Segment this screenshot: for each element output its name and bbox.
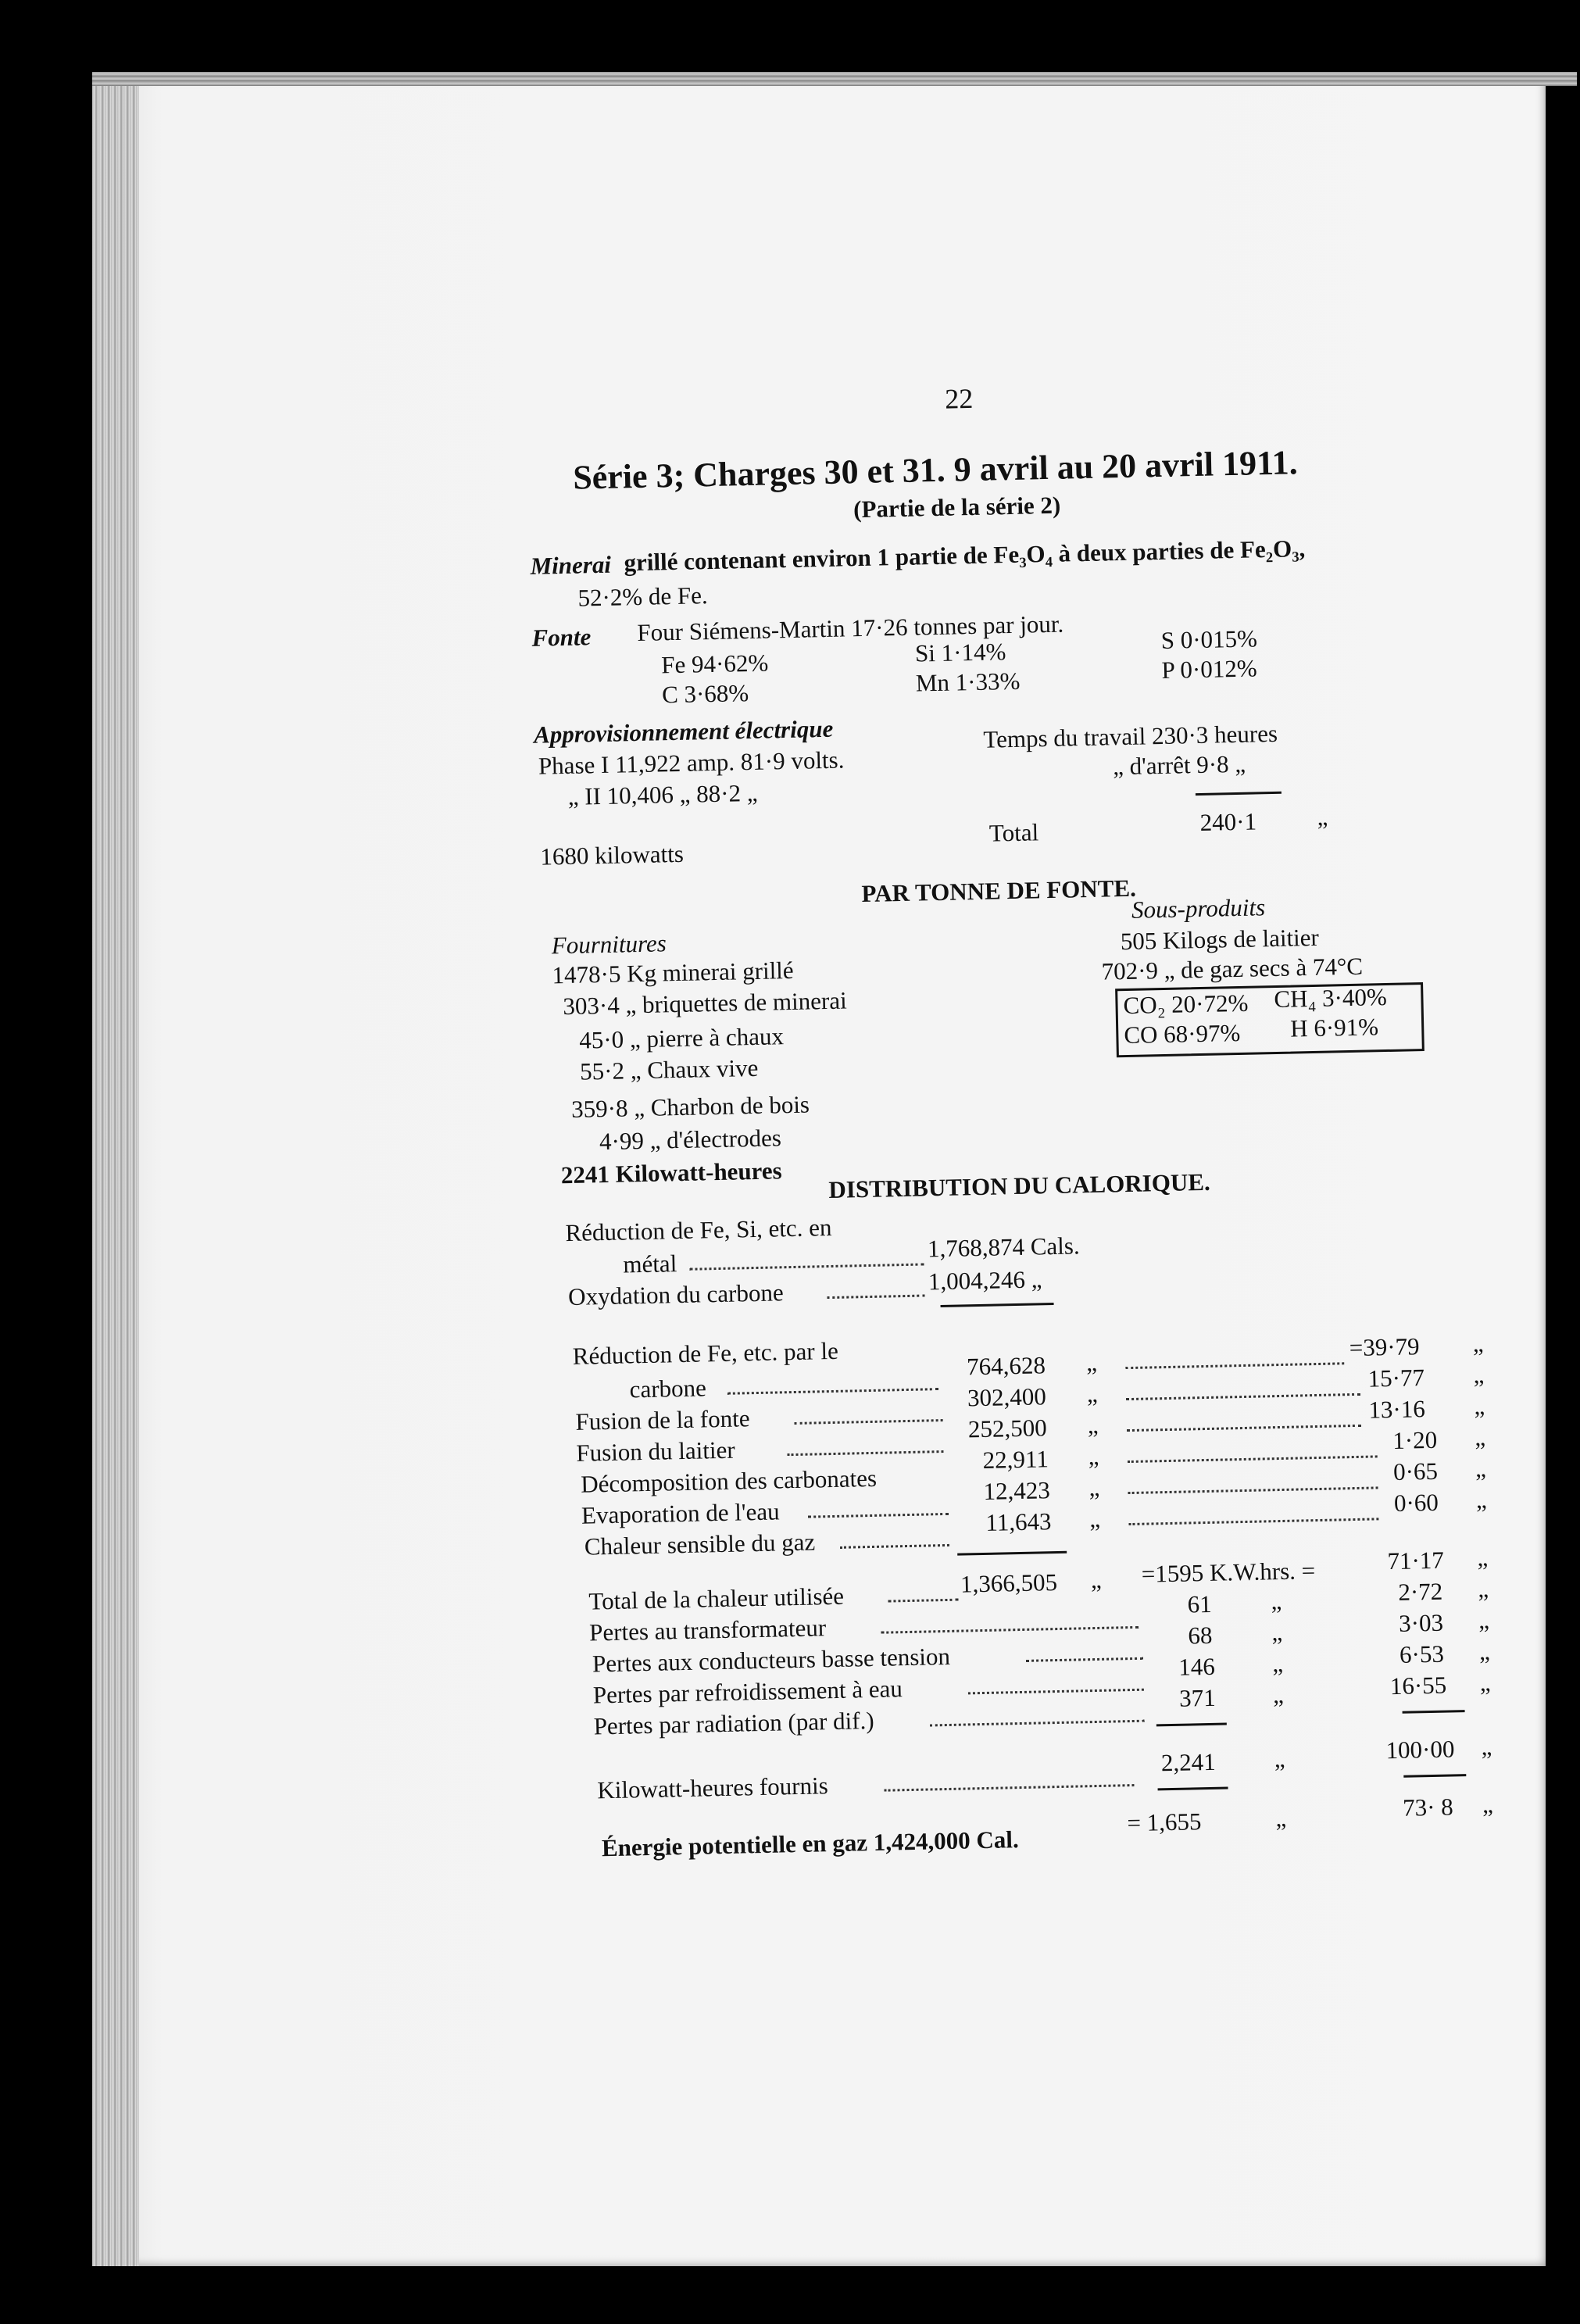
- minerai-fe: 52·2% de Fe.: [577, 581, 708, 612]
- calorique-row-pct: 0·65: [1392, 1457, 1439, 1486]
- minerai-text: grillé contenant environ 1 partie de Fe₃O₄ à deux parties de Fe₂O₃,: [624, 535, 1306, 577]
- calorique-row-pct: 15·77: [1367, 1364, 1425, 1393]
- calorique-row-unit: „: [1085, 1348, 1098, 1377]
- calorique-row-unit: „: [1088, 1504, 1101, 1533]
- leader-dots: [1128, 1486, 1378, 1494]
- total-chaleur-unit: „: [1090, 1565, 1103, 1594]
- reduction-carbone-a: Réduction de Fe, etc. par le: [572, 1336, 839, 1370]
- ditto-mark: „: [1477, 1543, 1489, 1571]
- sum-rule: [1156, 1723, 1227, 1727]
- fonte-si: Si 1·14%: [914, 638, 1006, 667]
- perte-pct: 3·03: [1398, 1608, 1444, 1637]
- gas-co2: CO₂ 20·72%: [1123, 989, 1249, 1020]
- total-chaleur-kwh: =1595 K.W.hrs. =: [1141, 1557, 1316, 1588]
- leader-dots: [1128, 1518, 1378, 1525]
- ditto-mark: „: [1275, 1804, 1287, 1832]
- calorique-row-label: Chaleur sensible du gaz: [584, 1528, 816, 1561]
- perte-kwh: 68: [1188, 1621, 1213, 1650]
- ditto-mark: „: [1481, 1732, 1492, 1761]
- leader-dots: [840, 1544, 949, 1549]
- gas-ch4: CH₄ 3·40%: [1274, 983, 1388, 1014]
- fournitures-label: Fournitures: [551, 929, 667, 960]
- leader-dots: [689, 1263, 924, 1270]
- temps-arret: „ d'arrêt 9·8 „: [1112, 749, 1246, 781]
- calorique-row-pct-unit: „: [1472, 1329, 1484, 1357]
- ditto-mark: „: [1271, 1649, 1284, 1678]
- sum-rule: [957, 1551, 1067, 1556]
- perte-pct: 16·55: [1389, 1671, 1447, 1700]
- total-chaleur-label: Total de la chaleur utilisée: [588, 1582, 845, 1615]
- appro-kilowatts: 1680 kilowatts: [540, 839, 685, 871]
- fonte-p: P 0·012%: [1161, 654, 1257, 684]
- kwh-fournis-value: 2,241: [1160, 1747, 1216, 1777]
- calorique-row-unit: „: [1087, 1410, 1099, 1439]
- fonte-label: Fonte: [531, 623, 592, 652]
- fonte-s: S 0·015%: [1160, 624, 1258, 654]
- energie-kwh: = 1,655: [1127, 1807, 1202, 1837]
- sum-rule: [1403, 1710, 1465, 1714]
- calorique-row-pct: 13·16: [1368, 1395, 1426, 1424]
- ditto-mark: „: [1477, 1575, 1489, 1603]
- energie-label: Énergie potentielle en gaz 1,424,000 Cal.: [601, 1825, 1020, 1862]
- gas-co: CO 68·97%: [1123, 1018, 1241, 1049]
- perte-label: Pertes au transformateur: [588, 1614, 827, 1646]
- gas-h: H 6·91%: [1289, 1013, 1379, 1042]
- leader-dots: [808, 1513, 949, 1518]
- fourniture-item: 45·0 „ pierre à chaux: [578, 1022, 785, 1054]
- ditto-mark: „: [1274, 1744, 1285, 1773]
- leader-dots: [885, 1784, 1135, 1792]
- leader-dots: [1127, 1425, 1361, 1432]
- fonte-c: C 3·68%: [661, 679, 749, 709]
- calorique-row-pct-unit: „: [1474, 1392, 1485, 1420]
- calorique-row-pct-unit: „: [1473, 1360, 1485, 1389]
- appro-label: Approvisionnement électrique: [533, 714, 834, 749]
- calorique-row-label: Evaporation de l'eau: [581, 1497, 780, 1529]
- sous-produits-label: Sous-produits: [1131, 893, 1266, 924]
- calorique-row-value: 12,423: [983, 1476, 1051, 1505]
- reduction-metal-a: Réduction de Fe, Si, etc. en: [565, 1213, 832, 1247]
- total-chaleur-value: 1,366,505: [960, 1568, 1058, 1598]
- calorique-row-value: 11,643: [985, 1507, 1052, 1536]
- sous-produit-gaz: 702·9 „ de gaz secs à 74°C: [1101, 952, 1364, 985]
- calorique-row-value: 302,400: [967, 1382, 1047, 1412]
- calorique-row-value: 22,911: [982, 1445, 1049, 1474]
- perte-kwh: 146: [1178, 1652, 1216, 1681]
- temps-travail: Temps du travail 230·3 heures: [983, 719, 1278, 753]
- leader-dots: [968, 1689, 1144, 1695]
- subtitle: (Partie de la série 2): [853, 491, 1061, 524]
- calorique-row-value: 252,500: [967, 1414, 1047, 1443]
- calorique-row-value: 764,628: [966, 1351, 1046, 1381]
- leader-dots: [827, 1294, 924, 1299]
- perte-label: Pertes par radiation (par dif.): [593, 1706, 874, 1740]
- page-number: 22: [944, 382, 974, 415]
- sous-produit-laitier: 505 Kilogs de laitier: [1120, 923, 1320, 956]
- calorique-row-label: Fusion de la fonte: [575, 1404, 750, 1436]
- total-rule: [1196, 792, 1282, 796]
- reduction-metal-b: métal: [622, 1250, 677, 1278]
- calorique-row-pct-unit: „: [1474, 1423, 1486, 1451]
- total-label: Total: [988, 818, 1039, 847]
- par-tonne-heading: PAR TONNE DE FONTE.: [861, 874, 1137, 908]
- oxydation-label: Oxydation du carbone: [567, 1278, 785, 1311]
- kwh-fournis-pct: 100·00: [1385, 1735, 1455, 1764]
- fourniture-item: 2241 Kilowatt-heures: [560, 1157, 782, 1189]
- calorique-row-pct: 1·20: [1392, 1425, 1438, 1454]
- leader-dots: [930, 1720, 1145, 1727]
- ditto-mark: „: [1271, 1618, 1283, 1646]
- ditto-mark: „: [1482, 1790, 1494, 1818]
- calorique-row-pct-unit: „: [1475, 1486, 1488, 1514]
- calorique-row-unit: „: [1088, 1442, 1099, 1471]
- leader-dots: [1125, 1362, 1344, 1369]
- calorique-row-pct: =39·79: [1349, 1332, 1420, 1362]
- fourniture-item: 55·2 „ Chaux vive: [579, 1053, 759, 1085]
- leader-dots: [888, 1599, 958, 1603]
- sum-rule: [1158, 1786, 1228, 1790]
- ditto-mark: „: [1272, 1680, 1285, 1709]
- ditto-mark: „: [1478, 1606, 1490, 1634]
- leader-dots: [1026, 1657, 1143, 1662]
- perte-kwh: 61: [1187, 1589, 1212, 1618]
- leader-dots: [787, 1450, 943, 1456]
- calorique-row-label: carbone: [629, 1374, 707, 1403]
- calorique-row-label: Fusion du laitier: [576, 1436, 735, 1467]
- sum-rule: [1403, 1774, 1466, 1778]
- appro-phase2: „ II 10,406 „ 88·2 „: [567, 778, 758, 810]
- distribution-heading: DISTRIBUTION DU CALORIQUE.: [828, 1167, 1211, 1204]
- calorique-row-unit: „: [1088, 1473, 1100, 1502]
- appro-phase1: Phase I 11,922 amp. 81·9 volts.: [538, 745, 845, 780]
- calorique-row-pct-unit: „: [1475, 1454, 1487, 1482]
- perte-pct: 6·53: [1399, 1639, 1445, 1668]
- ditto-mark: „: [1478, 1637, 1491, 1665]
- ditto-mark: „: [1479, 1668, 1491, 1697]
- fourniture-item: 303·4 „ briquettes de minerai: [563, 986, 847, 1021]
- page-title: Série 3; Charges 30 et 31. 9 avril au 20 avril 1911.: [572, 443, 1299, 497]
- fourniture-item: 1478·5 Kg minerai grillé: [552, 956, 794, 989]
- total-unit: „: [1317, 803, 1328, 831]
- fourniture-item: 359·8 „ Charbon de bois: [570, 1090, 810, 1123]
- kwh-fournis-label: Kilowatt-heures fournis: [597, 1772, 829, 1804]
- fonte-four: Four Siémens-Martin 17·26 tonnes par jour.: [637, 610, 1064, 646]
- calorique-row-pct: 0·60: [1393, 1488, 1439, 1517]
- fonte-mn: Mn 1·33%: [915, 667, 1021, 697]
- leader-dots: [727, 1388, 938, 1395]
- fourniture-item: 4·99 „ d'électrodes: [599, 1124, 782, 1156]
- leader-dots: [1126, 1393, 1360, 1400]
- leader-dots: [1128, 1455, 1378, 1463]
- ditto-mark: „: [1271, 1586, 1282, 1615]
- leader-dots: [881, 1626, 1139, 1634]
- total-chaleur-pct: 71·17: [1387, 1546, 1445, 1575]
- reduction-metal-value: 1,768,874 Cals.: [927, 1232, 1080, 1263]
- minerai-label: Minerai: [530, 550, 612, 580]
- perte-kwh: 371: [1178, 1683, 1217, 1712]
- oxydation-value: 1,004,246 „: [928, 1265, 1042, 1296]
- perte-label: Pertes par refroidissement à eau: [592, 1675, 903, 1709]
- calorique-row-label: Décomposition des carbonates: [580, 1464, 878, 1498]
- sum-rule: [941, 1303, 1054, 1307]
- fonte-fe: Fe 94·62%: [660, 649, 769, 679]
- perte-label: Pertes aux conducteurs basse tension: [592, 1642, 951, 1678]
- calorique-row-unit: „: [1086, 1379, 1099, 1408]
- perte-pct: 2·72: [1397, 1577, 1443, 1606]
- leader-dots: [795, 1419, 943, 1425]
- total-value: 240·1: [1199, 807, 1257, 836]
- energie-pct: 73· 8: [1402, 1793, 1454, 1822]
